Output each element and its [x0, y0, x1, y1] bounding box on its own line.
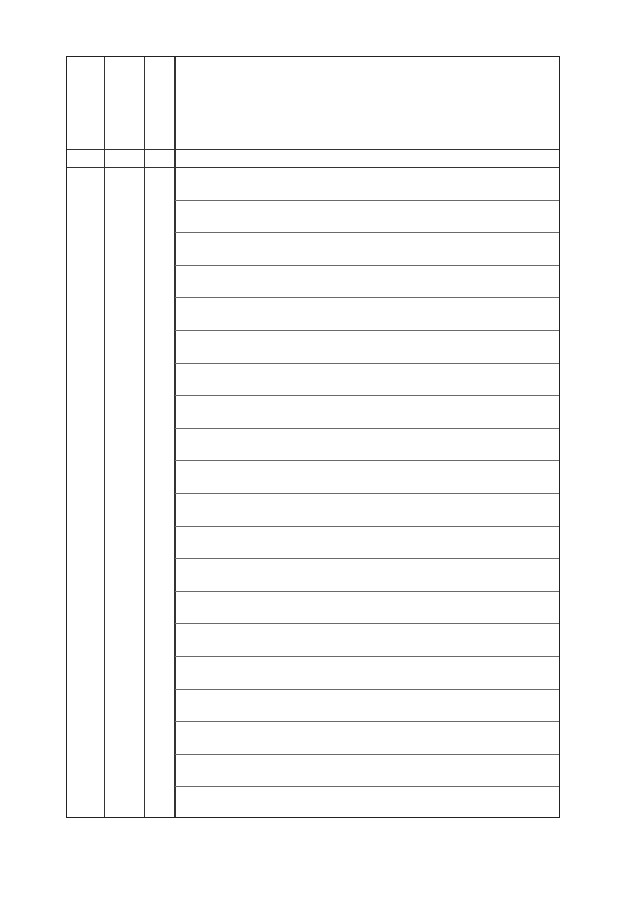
table-row-line: [175, 395, 559, 396]
table-row-line: [175, 428, 559, 429]
table-row-line: [175, 330, 559, 331]
table-row-line: [175, 786, 559, 787]
table-row-line: [175, 558, 559, 559]
column-header-3: [145, 57, 175, 817]
table-row-line: [175, 200, 559, 201]
page-number: [568, 464, 582, 494]
body-separator: [175, 57, 176, 817]
table-row-line: [175, 754, 559, 755]
budget-table: [66, 56, 560, 818]
table-row-line: [175, 232, 559, 233]
table-row-line: [175, 591, 559, 592]
table-row-line: [175, 265, 559, 266]
table-row-line: [175, 363, 559, 364]
table-row-line: [175, 526, 559, 527]
column-header-1: [67, 57, 105, 817]
header-divider: [67, 149, 559, 150]
index-row-divider: [67, 167, 559, 168]
table-row-line: [175, 689, 559, 690]
table-row-line: [175, 297, 559, 298]
table-row-line: [175, 721, 559, 722]
table-row-line: [175, 623, 559, 624]
column-header-2: [105, 57, 145, 817]
table-row-line: [175, 656, 559, 657]
table-row-line: [175, 493, 559, 494]
table-row-line: [175, 460, 559, 461]
